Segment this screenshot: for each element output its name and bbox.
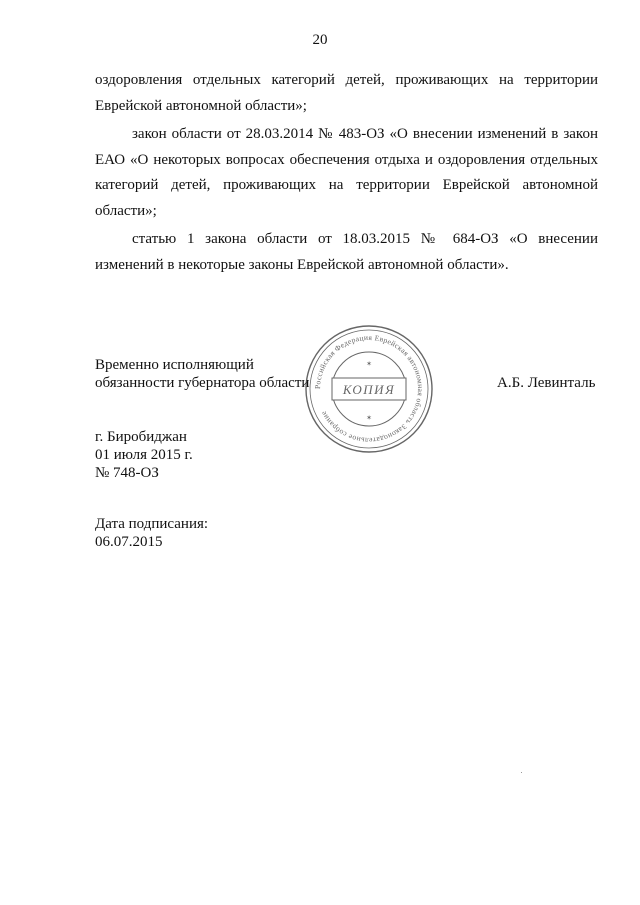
city: г. Биробиджан [95,429,187,445]
paragraph-law-2015: статью 1 закона области от 18.03.2015 № 684-ОЗ «О внесении изменений в некоторые законы Еврейской автономной области». [95,231,598,273]
paragraph-law-2014: закон области от 28.03.2014 № 483-ОЗ «О внесении изменений в закон ЕАО «О некоторых вопросах обеспечения отдыха и оздоровления отдельных категорий детей, проживающих на территории Еврейской автономной области»; [95,126,598,219]
signatory-title-line-2: обязанности губернатора области [95,375,310,391]
paragraph-continuation: оздоровления отдельных категорий детей, проживающих на территории Еврейской автономной области»; [95,72,598,114]
signatory-title-line-1: Временно исполняющий [95,357,254,373]
signatory-name: А.Б. Левинталь [497,375,596,391]
signing-date-label: Дата подписания: [95,516,209,532]
scan-speck [521,772,522,773]
law-number: № 748-ОЗ [95,465,159,481]
page-number: 20 [312,32,328,48]
signatory-title [95,356,309,392]
svg-text:КОПИЯ: КОПИЯ [342,382,396,397]
body-text [95,68,598,281]
signing-date-block [95,515,208,551]
svg-text:Российская Федерация Еврейская: Российская Федерация Еврейская автономная область Законодательное собрание [312,332,426,446]
place-date-number-block [95,428,193,482]
signing-date-value: 06.07.2015 [95,534,163,550]
adoption-date: 01 июля 2015 г. [95,447,193,463]
official-seal-stamp [302,322,436,456]
svg-text:✶: ✶ [366,414,372,422]
svg-text:✶: ✶ [366,360,372,368]
